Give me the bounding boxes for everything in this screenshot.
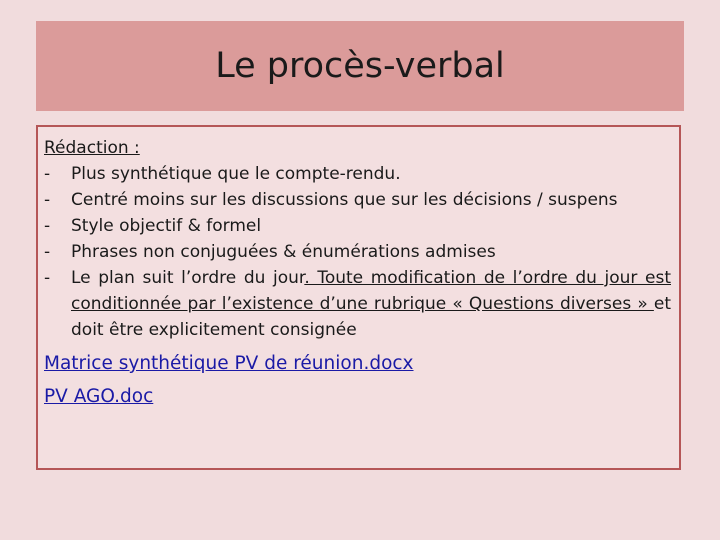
link-pv-ago-doc[interactable]: PV AGO.doc — [44, 386, 154, 407]
bullet-dash: - — [44, 190, 51, 210]
list-item — [44, 187, 671, 213]
bullet-text-underlined: . Toute modification de l’ordre du jour est conditionnée par l’existence d’une rubrique « Questions diverses » — [71, 268, 671, 314]
bullet-text: Plus synthétique que le compte-rendu. — [71, 164, 401, 184]
bullet-text-start: Le plan suit l’ordre du jour — [71, 268, 305, 288]
bullet-text-end: et doit être explicitement consignée — [71, 294, 671, 340]
list-item — [44, 161, 671, 187]
section-heading: Rédaction : — [44, 138, 140, 158]
list-item — [44, 265, 671, 343]
list-item — [44, 213, 671, 239]
link-matrice-pv-docx[interactable]: Matrice synthétique PV de réunion.docx — [44, 353, 414, 374]
slide-title: Le procès-verbal — [215, 46, 505, 86]
bullet-dash: - — [44, 268, 51, 288]
content-frame — [36, 125, 681, 470]
bullet-list — [44, 161, 671, 343]
bullet-dash: - — [44, 164, 51, 184]
title-band — [36, 21, 684, 111]
bullet-text: Centré moins sur les discussions que sur les décisions / suspens — [71, 190, 618, 210]
file-links — [44, 347, 671, 413]
bullet-dash: - — [44, 242, 51, 262]
bullet-text: Phrases non conjuguées & énumérations admises — [71, 242, 496, 262]
bullet-dash: - — [44, 216, 51, 236]
bullet-text: Style objectif & formel — [71, 216, 262, 236]
list-item — [44, 239, 671, 265]
